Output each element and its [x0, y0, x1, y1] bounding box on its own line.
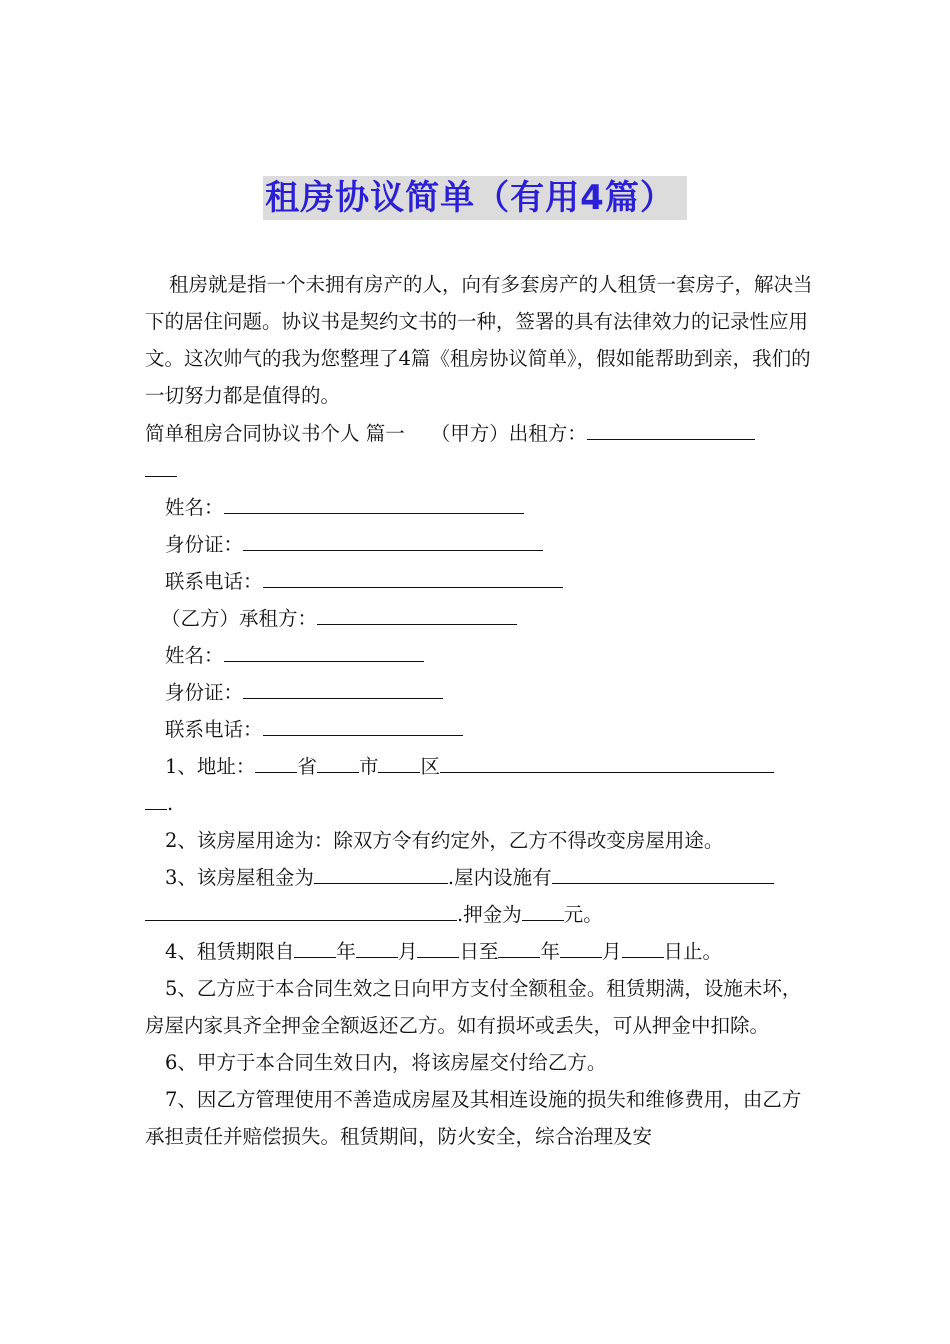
party-a-id-blank — [243, 528, 543, 551]
clause-1-prefix: 1、地址： — [165, 755, 256, 778]
clause-3 — [145, 859, 813, 896]
start-year-blank — [294, 935, 336, 958]
clause-1 — [145, 748, 813, 785]
party-b-name-line — [145, 637, 813, 674]
year-label-2: 年 — [540, 940, 560, 963]
day-to-label: 日至 — [459, 940, 499, 963]
party-b-phone-label: 联系电话： — [165, 718, 263, 741]
deposit-label: .押金为 — [457, 903, 522, 926]
party-a-id-line — [145, 526, 813, 563]
province-label: 省 — [297, 755, 317, 778]
facilities-blank-2 — [145, 898, 457, 921]
clause-4-prefix: 4、租赁期限自 — [165, 940, 295, 963]
section-heading-line — [145, 415, 813, 452]
clause-1-cont — [145, 785, 813, 822]
clause-1-end: . — [167, 792, 174, 815]
month-label-2: 月 — [601, 940, 622, 963]
year-label-1: 年 — [336, 940, 356, 963]
end-day-blank — [622, 935, 664, 958]
party-a-name-label: 姓名： — [165, 496, 224, 519]
start-day-blank — [417, 935, 459, 958]
party-b-blank — [317, 602, 517, 625]
city-blank — [317, 750, 359, 773]
address-blank — [440, 750, 774, 773]
party-a-phone-blank — [263, 565, 563, 588]
clause-4 — [145, 933, 813, 970]
party-a-blank-2 — [145, 454, 177, 477]
party-a-blank-cont — [145, 452, 813, 489]
party-b-line — [145, 600, 813, 637]
district-label: 区 — [420, 755, 440, 778]
party-b-id-label: 身份证： — [165, 681, 244, 704]
party-b-phone-line — [145, 711, 813, 748]
end-year-blank — [498, 935, 540, 958]
clause-3-cont — [145, 896, 813, 933]
party-a-label: （甲方）出租方： — [430, 422, 587, 445]
party-b-name-blank — [224, 639, 424, 662]
start-month-blank — [356, 935, 398, 958]
document-body — [145, 266, 813, 1155]
clause-6: 6、甲方于本合同生效日内，将该房屋交付给乙方。 — [165, 1051, 607, 1074]
party-a-id-label: 身份证： — [165, 533, 244, 556]
party-b-phone-blank — [263, 713, 463, 736]
title-wrap — [0, 176, 950, 220]
city-label: 市 — [358, 755, 379, 778]
clause-2: 2、该房屋用途为：除双方令有约定外，乙方不得改变房屋用途。 — [165, 829, 724, 852]
party-b-name-label: 姓名： — [165, 644, 224, 667]
party-a-phone-label: 联系电话： — [165, 570, 263, 593]
clause-7: 7、因乙方管理使用不善造成房屋及其相连设施的损失和维修费用，由乙方承担责任并赔偿损失。租赁期间，防火安全，综合治理及安 — [145, 1088, 802, 1148]
rent-blank — [314, 861, 448, 884]
address-blank-2 — [145, 787, 167, 810]
clause-3-prefix: 3、该房屋租金为 — [165, 866, 314, 889]
party-b-label: （乙方）承租方： — [161, 607, 318, 630]
deposit-blank — [522, 898, 564, 921]
district-blank — [378, 750, 420, 773]
party-a-phone-line — [145, 563, 813, 600]
facilities-blank — [552, 861, 774, 884]
party-b-id-line — [145, 674, 813, 711]
party-a-blank — [587, 417, 755, 440]
clause-5: 5、乙方应于本合同生效之日向甲方支付全额租金。租赁期满，设施未坏，房屋内家具齐全押金全额返还乙方。如有损坏或丢失，可从押金中扣除。 — [145, 977, 802, 1037]
province-blank — [255, 750, 297, 773]
clause-4-end: 日止。 — [663, 940, 723, 963]
party-b-id-blank — [243, 676, 443, 699]
party-a-name-blank — [224, 491, 524, 514]
clause-3-facilities: .屋内设施有 — [447, 866, 552, 889]
month-label-1: 月 — [397, 940, 418, 963]
end-month-blank — [560, 935, 602, 958]
section-heading: 简单租房合同协议书个人 篇一 — [145, 422, 405, 445]
party-a-name-line — [145, 489, 813, 526]
document-title: 租房协议简单（有用4篇） — [263, 176, 687, 220]
deposit-unit: 元。 — [563, 903, 603, 926]
intro-paragraph: 租房就是指一个未拥有房产的人，向有多套房产的人租赁一套房子，解决当下的居住问题。协议书是契约文书的一种，签署的具有法律效力的记录性应用文。这次帅气的我为您整理了4篇《租房协议简单》，假如能帮助到亲，我们的一切努力都是值得的。 — [145, 273, 813, 407]
